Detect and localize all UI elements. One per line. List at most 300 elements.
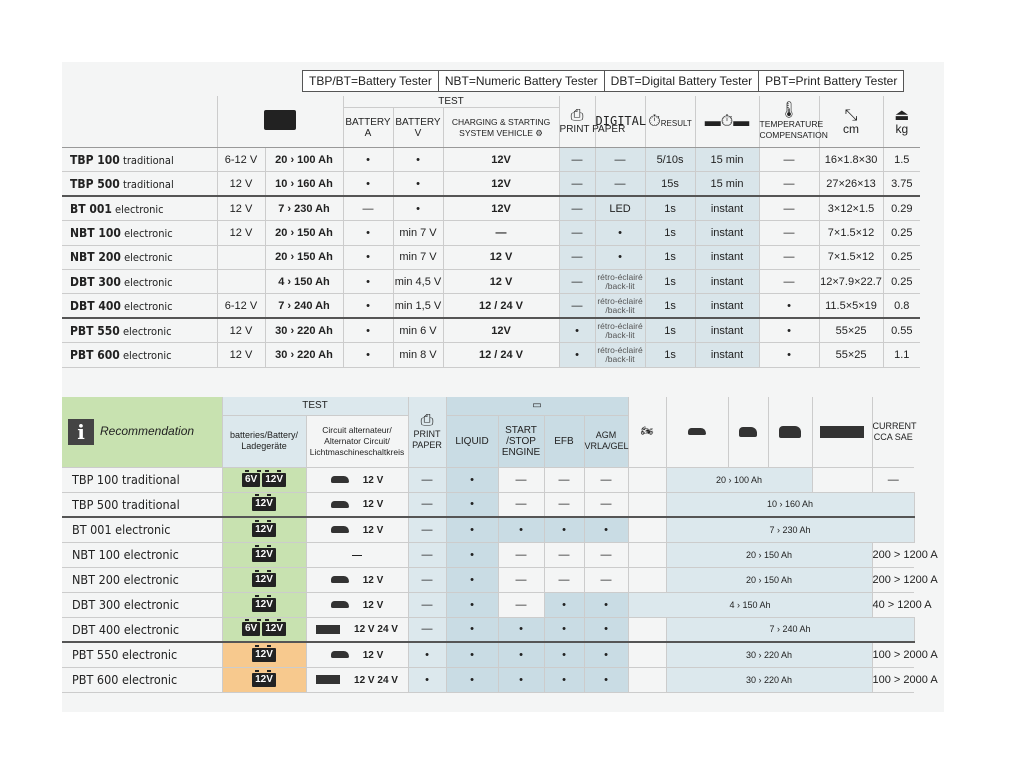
charging-value: 12 / 24 V (443, 343, 559, 367)
circuit-voltage: 12 V (362, 574, 384, 586)
test-time: 15 min (695, 172, 759, 196)
weight-value: 0.55 (883, 318, 920, 342)
capacity-range: 30 › 220 Ah (265, 318, 343, 342)
temperature-value: — (759, 196, 819, 220)
product-name (62, 318, 217, 342)
battery-v-value: • (393, 148, 443, 172)
battery-timer-icon: ▬⏱▬ (704, 112, 750, 130)
product-name (62, 294, 217, 318)
motorbike-icon: 🏍 (640, 426, 654, 438)
liquid-value: • (446, 492, 498, 517)
charging-value: 12V (443, 196, 559, 220)
capacity-range: 20 › 150 Ah (265, 221, 343, 245)
range-empty (628, 517, 666, 542)
battery-a-value: • (343, 148, 393, 172)
cca-value: 200 > 1200 A (872, 542, 914, 567)
battery-v-value: min 6 V (393, 318, 443, 342)
recommendation-table (62, 397, 938, 693)
capacity-range: 4 › 150 Ah (265, 269, 343, 293)
battery-voltage-badge: 12V (252, 648, 276, 662)
product-model: TBP 100 (70, 152, 120, 167)
bottom-test-header: TEST (222, 397, 408, 415)
vehicle-icon (316, 625, 340, 634)
print-value: — (408, 467, 446, 492)
battery-a-value: • (343, 343, 393, 367)
range-empty (628, 642, 666, 667)
product-model: DBT 300 (70, 274, 121, 289)
digital-value: • (595, 221, 645, 245)
print-value: — (408, 517, 446, 542)
vehicle-range: 10 › 160 Ah (666, 492, 914, 517)
result-value: 1s (645, 269, 695, 293)
weight-header: ⏏ kg (883, 96, 920, 148)
test-time: instant (695, 294, 759, 318)
table-row (62, 467, 914, 492)
circuit-value (306, 492, 408, 517)
product-name: DBT 300 electronic (62, 592, 222, 617)
battery-v-value: • (393, 172, 443, 196)
product-type: electronic (120, 226, 173, 240)
voltage: 12 V (217, 172, 265, 196)
print-value: — (559, 196, 595, 220)
digital-value: rétro-éclairé /back-lit (595, 294, 645, 318)
bottom-print-header: ⎙ PRINT PAPER (408, 397, 446, 467)
result-value: 1s (645, 196, 695, 220)
digital-value: rétro-éclairé /back-lit (595, 318, 645, 342)
print-value: — (559, 294, 595, 318)
battery-voltage-badge: 12V (262, 473, 286, 487)
cca-value: 200 > 1200 A (872, 567, 914, 592)
battery-a-header: BATTERY A (343, 108, 393, 148)
test-time: instant (695, 245, 759, 269)
circuit-voltage: — (352, 549, 362, 561)
startstop-value: • (498, 517, 544, 542)
dimensions-value: 11.5×5×19 (819, 294, 883, 318)
battery-icon (264, 110, 296, 130)
vehicle-range: 30 › 220 Ah (666, 642, 872, 667)
cca-value: — (872, 467, 914, 492)
table-row (62, 592, 914, 617)
digital-value: — (595, 172, 645, 196)
circuit-voltage: 12 V (362, 649, 384, 661)
battery-voltage-cell (222, 592, 306, 617)
efb-header: EFB (544, 415, 584, 467)
vehicle-range: 7 › 230 Ah (666, 517, 914, 542)
startstop-value: • (498, 667, 544, 692)
cca-value: 100 > 2000 A (872, 667, 914, 692)
liquid-header: LIQUID (446, 415, 498, 467)
liquid-value: • (446, 642, 498, 667)
table-row (62, 269, 920, 293)
result-value: 15s (645, 172, 695, 196)
print-value: — (559, 245, 595, 269)
voltage: 12 V (217, 221, 265, 245)
battery-voltage-badge: 12V (252, 548, 276, 562)
charging-value: 12 / 24 V (443, 294, 559, 318)
battery-voltage-badge: 6V (242, 622, 260, 636)
vehicle-range: 30 › 220 Ah (666, 667, 872, 692)
print-value: — (559, 221, 595, 245)
product-name (62, 196, 217, 220)
weight-value: 3.75 (883, 172, 920, 196)
van-icon-header (728, 397, 768, 467)
weight-value: 1.5 (883, 148, 920, 172)
test-header: TEST (343, 96, 559, 108)
battery-a-value: — (343, 196, 393, 220)
range-empty (628, 617, 666, 642)
liquid-value: • (446, 617, 498, 642)
table-row (62, 517, 914, 542)
product-type: electronic (111, 202, 164, 216)
info-icon: i (68, 419, 94, 445)
temperature-value: — (759, 245, 819, 269)
weight-icon: ⏏ (894, 106, 910, 124)
digital-value: — (595, 148, 645, 172)
vehicle-icon (331, 651, 349, 658)
startstop-value: • (498, 642, 544, 667)
range-empty (628, 542, 666, 567)
battery-v-value: min 1,5 V (393, 294, 443, 318)
print-value: — (559, 172, 595, 196)
temperature-value: — (759, 148, 819, 172)
test-time: instant (695, 318, 759, 342)
product-type: electronic (120, 299, 173, 313)
product-name: NBT 200 electronic (62, 567, 222, 592)
circuit-voltage: 12 V 24 V (354, 624, 398, 636)
truck-icon (820, 426, 864, 438)
result-value: 1s (645, 343, 695, 367)
table-row (62, 343, 920, 367)
stopwatch-icon: ⏱ (648, 112, 661, 130)
table-row (62, 221, 920, 245)
digital-value: rétro-éclairé /back-lit (595, 343, 645, 367)
legend-item-nbt: NBT=Numeric Battery Tester (438, 71, 604, 91)
car-icon-header (666, 397, 728, 467)
truck-icon-header (812, 397, 872, 467)
dimensions-value: 3×12×1.5 (819, 196, 883, 220)
result-value: 1s (645, 221, 695, 245)
battery-voltage-cell (222, 492, 306, 517)
battery-voltage-badge: 12V (252, 573, 276, 587)
agm-value: — (584, 492, 628, 517)
voltage: 12 V (217, 196, 265, 220)
product-name (62, 269, 217, 293)
battery-outline-icon: ▭ (532, 400, 542, 412)
voltage: 12 V (217, 343, 265, 367)
battery-voltage-badge: 6V (242, 473, 260, 487)
circuit-voltage: 12 V (362, 499, 384, 511)
product-model: PBT 600 (70, 347, 120, 362)
product-name: TBP 500 traditional (62, 492, 222, 517)
dimensions-value: 12×7.9×22.7 (819, 269, 883, 293)
battery-voltage-badge: 12V (252, 673, 276, 687)
vehicle-icon (331, 526, 349, 533)
circuit-voltage: 12 V (362, 524, 384, 536)
product-name: NBT 100 electronic (62, 542, 222, 567)
liquid-value: • (446, 542, 498, 567)
battery-a-value: • (343, 294, 393, 318)
liquid-value: • (446, 467, 498, 492)
print-value: — (408, 617, 446, 642)
voltage: 12 V (217, 318, 265, 342)
battery-voltage-cell (222, 517, 306, 542)
dimensions-header: ⤡ cm (819, 96, 883, 148)
temperature-value: — (759, 221, 819, 245)
startstop-value: — (498, 467, 544, 492)
startstop-value: — (498, 592, 544, 617)
table-row (62, 492, 914, 517)
dimensions-icon: ⤡ (844, 106, 858, 124)
print-value: • (559, 343, 595, 367)
charging-header: CHARGING & STARTING SYSTEM VEHICLE ⚙ (443, 108, 559, 148)
range-empty (628, 567, 666, 592)
print-value: • (559, 318, 595, 342)
weight-value: 1.1 (883, 343, 920, 367)
voltage: 6-12 V (217, 294, 265, 318)
table-row (62, 245, 920, 269)
efb-value: — (544, 492, 584, 517)
product-name (62, 172, 217, 196)
vehicle-icon (331, 601, 349, 608)
capacity-range: 7 › 240 Ah (265, 294, 343, 318)
legend-item-tbp: TBP/BT=Battery Tester (309, 74, 432, 88)
battery-v-value: min 7 V (393, 221, 443, 245)
product-type: traditional (119, 177, 174, 191)
circuit-voltage: 12 V (362, 599, 384, 611)
product-type: electronic (119, 348, 172, 362)
digital-value: rétro-éclairé /back-lit (595, 269, 645, 293)
vehicle-range: 7 › 240 Ah (666, 617, 914, 642)
capacity-range: 30 › 220 Ah (265, 343, 343, 367)
product-name (62, 343, 217, 367)
agm-value: • (584, 642, 628, 667)
battery-voltage-badge: 12V (252, 598, 276, 612)
temperature-value: • (759, 318, 819, 342)
batteries-header: batteries/Battery/ Ladegeräte (222, 415, 306, 467)
temperature-value: • (759, 294, 819, 318)
thermometer-icon: 🌡 (778, 101, 800, 119)
weight-value: 0.8 (883, 294, 920, 318)
print-value: • (408, 667, 446, 692)
product-type: electronic (120, 251, 173, 265)
circuit-value (306, 592, 408, 617)
battery-voltage-badge: 12V (252, 523, 276, 537)
startstop-value: — (498, 542, 544, 567)
capacity-range: 20 › 100 Ah (265, 148, 343, 172)
legend-item-dbt: DBT=Digital Battery Tester (604, 71, 759, 91)
print-value: — (408, 567, 446, 592)
circuit-value (306, 667, 408, 692)
digital-value: LED (595, 196, 645, 220)
vehicle-range: 20 › 100 Ah (666, 467, 812, 492)
car-icon (688, 428, 706, 435)
efb-value: — (544, 567, 584, 592)
table-row (62, 172, 920, 196)
result-value: 1s (645, 294, 695, 318)
vehicle-range: 4 › 150 Ah (628, 592, 872, 617)
battery-v-value: min 7 V (393, 245, 443, 269)
print-value: • (408, 642, 446, 667)
lorry-icon (779, 426, 801, 438)
product-model: DBT 400 (70, 298, 121, 313)
efb-value: • (544, 592, 584, 617)
capacity-range: 10 › 160 Ah (265, 172, 343, 196)
battery-voltage-cell (222, 617, 306, 642)
product-name: PBT 550 electronic (62, 642, 222, 667)
charging-value: 12V (443, 148, 559, 172)
print-value: — (408, 592, 446, 617)
dimensions-value: 55×25 (819, 343, 883, 367)
dimensions-value: 27×26×13 (819, 172, 883, 196)
agm-value: • (584, 592, 628, 617)
product-type: electronic (120, 275, 173, 289)
dimensions-value: 55×25 (819, 318, 883, 342)
lorry-icon-header (768, 397, 812, 467)
battery-v-value: • (393, 196, 443, 220)
table-row (62, 567, 914, 592)
table-row (62, 542, 914, 567)
table-row (62, 667, 914, 692)
efb-value: — (544, 542, 584, 567)
battery-a-value: • (343, 172, 393, 196)
table-row (62, 617, 914, 642)
result-value: 1s (645, 318, 695, 342)
dimensions-value: 16×1.8×30 (819, 148, 883, 172)
circuit-value (306, 542, 408, 567)
weight-value: 0.29 (883, 196, 920, 220)
battery-voltage-cell (222, 467, 306, 492)
circuit-value (306, 517, 408, 542)
range-empty (812, 467, 872, 492)
print-header: ⎙ PRINT PAPER (559, 96, 595, 148)
product-name (62, 245, 217, 269)
liquid-value: • (446, 567, 498, 592)
test-time: instant (695, 196, 759, 220)
battery-a-value: • (343, 318, 393, 342)
weight-value: 0.25 (883, 221, 920, 245)
vehicle-range: 20 › 150 Ah (666, 567, 872, 592)
product-name: BT 001 electronic (62, 517, 222, 542)
product-type: electronic (119, 324, 172, 338)
voltage (217, 245, 265, 269)
battery-voltage-cell (222, 542, 306, 567)
battery-icon-header (217, 96, 343, 148)
charging-value: 12 V (443, 269, 559, 293)
dimensions-value: 7×1.5×12 (819, 221, 883, 245)
charging-value: — (443, 221, 559, 245)
product-model: NBT 100 (70, 225, 121, 240)
van-icon (739, 427, 757, 437)
charging-value: 12V (443, 172, 559, 196)
circuit-header: Circuit alternateur/ Alternator Circuit/ Lichtmaschineschaltkreis (306, 415, 408, 467)
table-row (62, 294, 920, 318)
product-model: TBP 500 (70, 176, 120, 191)
temperature-value: • (759, 343, 819, 367)
battery-a-value: • (343, 269, 393, 293)
liquid-value: • (446, 592, 498, 617)
test-time: instant (695, 221, 759, 245)
startstop-value: — (498, 492, 544, 517)
digital-value: • (595, 245, 645, 269)
product-name: PBT 600 electronic (62, 667, 222, 692)
battery-v-header: BATTERY V (393, 108, 443, 148)
product-name: DBT 400 electronic (62, 617, 222, 642)
circuit-value (306, 617, 408, 642)
weight-value: 0.25 (883, 269, 920, 293)
result-value: 1s (645, 245, 695, 269)
print-value: — (559, 148, 595, 172)
print-value: — (559, 269, 595, 293)
charging-value: 12V (443, 318, 559, 342)
test-time: instant (695, 269, 759, 293)
product-model: NBT 200 (70, 250, 121, 265)
vehicle-icon (331, 576, 349, 583)
product-type: traditional (119, 153, 174, 167)
specifications-table (62, 96, 920, 368)
agm-header: AGM VRLA/GEL (584, 415, 628, 467)
capacity-range: 20 › 150 Ah (265, 245, 343, 269)
battery-types-header (446, 397, 628, 415)
temp-header: 🌡 TEMPERATURE COMPENSATION (759, 96, 819, 148)
table-row (62, 318, 920, 342)
print-value: — (408, 542, 446, 567)
liquid-value: • (446, 667, 498, 692)
temperature-value: — (759, 172, 819, 196)
cca-value: 40 > 1200 A (872, 592, 914, 617)
liquid-value: • (446, 517, 498, 542)
startstop-value: — (498, 567, 544, 592)
battery-voltage-badge: 12V (252, 497, 276, 511)
charging-value: 12 V (443, 245, 559, 269)
agm-value: • (584, 617, 628, 642)
result-value: 5/10s (645, 148, 695, 172)
battery-voltage-cell (222, 667, 306, 692)
vehicle-icon (331, 476, 349, 483)
efb-value: — (544, 467, 584, 492)
legend-bar (302, 70, 904, 92)
motorbike-icon-header (628, 397, 666, 467)
product-model: PBT 550 (70, 323, 120, 338)
agm-value: — (584, 542, 628, 567)
product-name (62, 221, 217, 245)
vehicle-range: 20 › 150 Ah (666, 542, 872, 567)
digital-header: DIGITAL (595, 96, 645, 148)
current-header: CURRENT CCA SAE (872, 397, 914, 467)
startstop-header: START /STOP ENGINE (498, 415, 544, 467)
efb-value: • (544, 642, 584, 667)
legend-item-pbt: PBT=Print Battery Tester (758, 71, 903, 91)
circuit-value (306, 642, 408, 667)
efb-value: • (544, 667, 584, 692)
engine-icon: ⚙ (535, 127, 543, 138)
agm-value: • (584, 667, 628, 692)
agm-value: • (584, 517, 628, 542)
product-model: BT 001 (70, 201, 112, 216)
dimensions-value: 7×1.5×12 (819, 245, 883, 269)
circuit-voltage: 12 V (362, 474, 384, 486)
table-row (62, 148, 920, 172)
product-name (62, 148, 217, 172)
circuit-voltage: 12 V 24 V (354, 674, 398, 686)
print-value: — (408, 492, 446, 517)
test-time: instant (695, 343, 759, 367)
vehicle-icon (331, 501, 349, 508)
time-header (695, 96, 759, 148)
battery-voltage-cell (222, 567, 306, 592)
printer-icon: ⎙ (420, 411, 434, 429)
vehicle-icon (316, 675, 340, 684)
result-header: ⏱RESULT (645, 96, 695, 148)
